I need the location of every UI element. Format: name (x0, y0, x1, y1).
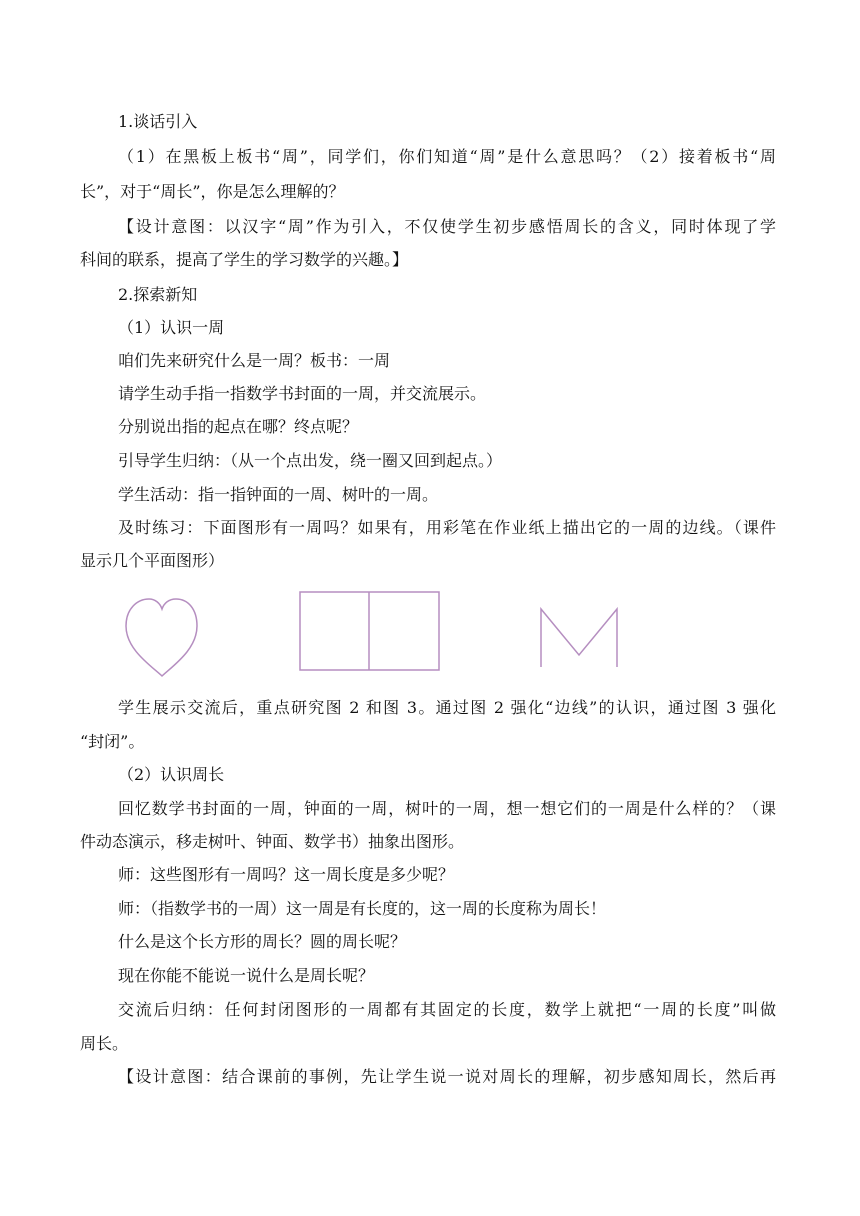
after-discussion-line-1: 学生展示交流后，重点研究图 2 和图 3。通过图 2 强化“边线”的认识，通过图 3 强化 (118, 698, 776, 717)
text-line: 什么是这个长方形的周长？圆的周长呢？ (118, 932, 407, 951)
text-line: 分别说出指的起点在哪？终点呢？ (118, 417, 359, 436)
section-1-paragraph-line-2: 长”，对于“周长”，你是怎么理解的？ (80, 182, 345, 201)
section-2-heading: 2.探索新知 (118, 285, 198, 304)
m-figure (541, 609, 617, 667)
practice-line-1: 及时练习：下面图形有一周吗？如果有，用彩笔在作业纸上描出它的一周的边线。（课件 (118, 518, 776, 537)
section-1-paragraph-line-1: （1）在黑板上板书“周”，同学们，你们知道“周”是什么意思吗？（2）接着板书“周 (118, 147, 776, 166)
text-line: 学生活动：指一指钟面的一周、树叶的一周。 (118, 485, 439, 504)
section-1-heading: 1.谈话引入 (118, 112, 198, 131)
text-line: 请学生动手指一指数学书封面的一周，并交流展示。 (118, 384, 487, 403)
text-line: 引导学生归纳：（从一个点出发，绕一圈又回到起点。） (118, 451, 503, 470)
design-intent-1-line-2: 科间的联系，提高了学生的学习数学的兴趣。】 (80, 250, 409, 269)
summary-line-1: 交流后归纳：任何封闭图形的一周都有其固定的长度，数学上就把“一周的长度”叫做 (118, 1000, 776, 1019)
heart-figure (126, 599, 197, 676)
text-line: 师：（指数学书的一周）这一周是有长度的，这一周的长度称为周长！ (118, 899, 607, 918)
plane-figures (0, 585, 860, 685)
recall-line-1: 回忆数学书封面的一周，钟面的一周，树叶的一周，想一想它们的一周是什么样的？（课 (118, 799, 776, 818)
design-intent-1-line-1: 【设计意图：以汉字“周”作为引入，不仅使学生初步感悟周长的含义，同时体现了学 (118, 217, 776, 236)
practice-line-2: 显示几个平面图形） (80, 551, 225, 570)
summary-line-2: 周长。 (80, 1034, 129, 1053)
text-line: 现在你能不能说一说什么是周长呢？ (118, 966, 375, 985)
subsection-2-heading: （2）认识周长 (118, 765, 225, 784)
recall-line-2: 件动态演示，移走树叶、钟面、数学书）抽象出图形。 (80, 832, 465, 851)
text-line: 师：这些图形有一周吗？这一周长度是多少呢？ (118, 865, 455, 884)
after-discussion-line-2: “封闭”。 (80, 732, 145, 751)
design-intent-2-line-1: 【设计意图：结合课前的事例，先让学生说一说对周长的理解，初步感知周长，然后再 (118, 1067, 776, 1086)
text-line: 咱们先来研究什么是一周？板书：一周 (118, 351, 391, 370)
subsection-1-heading: （1）认识一周 (118, 318, 225, 337)
